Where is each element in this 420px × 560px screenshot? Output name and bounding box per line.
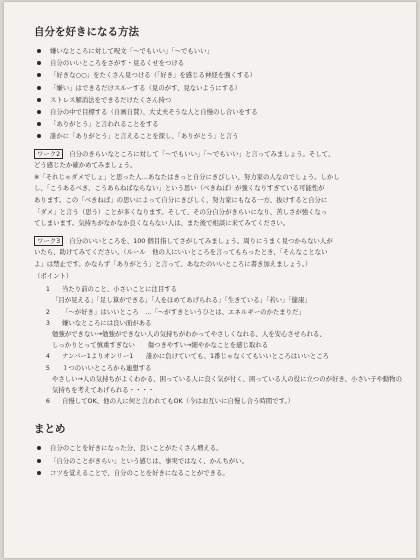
bullet-icon bbox=[37, 49, 41, 53]
bullet-icon bbox=[37, 471, 41, 475]
list-item: ストレス解消法をできるだけたくさん持つ bbox=[34, 94, 404, 106]
work-section-2: ワーク3 自分のいいところを、100 個目指してさがしてみましょう。周りにうまく見つからない人が いたら、助けてみてください。（ルール 他の人にいいところを言ってもらったとき、「そんなことない よ」は禁止です。かならず「ありがとう」と言って、あなたのいいところに書き加えましょう。） （ポイント） 1 当たり前のこと、小さいことに注目する 「目が見える」「足し算ができる」「人をほめてあげられる」「生きている」「若い」「健康」 2 「〜が好き」はいいところ …「〜がすきというひとは、エネルギーのかたまりだ」 3 嫌いなところには良い面がある 勉強ができない→勉強ができない人の気持ちがわかってやさしくなれる、人を安心させられる、 しっかりとって慎重すぎない 傷つきやすい→細やかなことを感じ取れる 4 ナンバー1よりオンリー1 誰かに負けていても、1番じゃなくてもいいところはいいところ 5 １つのいいところから連想する やさしい→人の気持ちがよくわかる、困っている人に良く気が付く、困っている人の役に立つのが好き、小さい子や動物の気持ちを考えてあげられる・・・・ 6 自慢してOK、他の人に何と言われてもOK（今はお互いに自慢し合う時間です。） bbox=[34, 236, 404, 408]
point-detail: 勉強ができない→勉強ができない人の気持ちがわかってやさしくなれる、人を安心させられる、 bbox=[52, 329, 326, 338]
bullet-icon bbox=[37, 61, 41, 65]
point-item: 2 「〜が好き」はいいところ …「〜がすきというひとは、エネルギーのかたまりだ」 bbox=[45, 307, 305, 316]
list-item: 「ありがとう」と言われることをする bbox=[34, 118, 404, 130]
bullet-icon bbox=[37, 459, 41, 463]
method-list bbox=[34, 45, 404, 143]
point-detail: しっかりとって慎重すぎない 傷つきやすい→細やかなことを感じ取れる bbox=[52, 341, 269, 350]
bullet-icon bbox=[37, 73, 41, 77]
list-item: 自分のことを好きになった分、良いことがたくさん増える。 bbox=[34, 442, 404, 454]
document-page bbox=[4, 2, 416, 558]
point-item: 4 ナンバー1よりオンリー1 誰かに負けていても、1番じゃなくてもいいところはいいところ bbox=[45, 352, 330, 361]
bullet-icon bbox=[37, 446, 41, 450]
point-item: 1 当たり前のこと、小さいことに注目する bbox=[45, 285, 178, 294]
page-title: 自分を好きになる方法 bbox=[34, 26, 139, 38]
list-item: 「好きな○○」をたくさん見つける（「好き」を感じる神経を強くする） bbox=[34, 69, 404, 81]
work-tag: ワーク3 bbox=[34, 236, 63, 246]
list-item: コツを覚えることで、自分のことを好きになることができる。 bbox=[34, 467, 404, 479]
document-content bbox=[34, 24, 404, 479]
bullet-icon bbox=[37, 110, 41, 114]
list-item: 「自分のことがきらい」という感じは、事実ではなく、かんちがい。 bbox=[34, 455, 404, 467]
bullet-icon bbox=[37, 86, 41, 90]
point-item: 5 １つのいいところから連想する bbox=[45, 363, 152, 372]
point-detail: やさしい→人の気持ちがよくわかる、困っている人に良く気が付く、困っている人の役に立つのが好き、小さい子や動物の気持ちを考えてあげられる・・・・ bbox=[52, 374, 403, 394]
bullet-icon bbox=[37, 98, 41, 102]
summary-title: まとめ bbox=[34, 423, 66, 436]
list-item: 嫌いなところに対して呪文「〜でもいい」「〜でもいい」 bbox=[34, 45, 404, 57]
bullet-icon bbox=[37, 122, 41, 126]
list-item: 自分の中で目標する（自画自賛）、大丈夫そうな人と自慢のし合いをする bbox=[34, 106, 404, 118]
summary-list bbox=[34, 442, 404, 479]
work-section-1: ワーク2 自分のきらいなところに対して「〜でもいい」「〜でもいい」と言ってみましょう。そして、 どう感じたか確かめてみましょう。 ※「それじゃダメでしょ」と思った人…あなたはきっと自分にきびしい、努力家の人なのでしょう。しかし し、「こうあるべき、こうあらねばならない」という思い（べきねば）が強くなりすぎている可能性が あります。この「べきねば」の思いによって自分にきびしく、努力家にもなる一方、抜けすると自分に 「ダメ」と言う（思う）ことが多くなります。そして、その分自分がきらいになり、苦しさが強くなっ てしまいます。気持ちがなかなか良くならない人は、また後で相談に来てみてください。 bbox=[34, 149, 340, 228]
point-detail: 「目が見える」「足し算ができる」「人をほめてあげられる」「生きている」「若い」「健康」 bbox=[52, 296, 311, 305]
list-item: 「嫌い」はできるだけスルーする（見のがす、見ないようにする） bbox=[34, 82, 404, 94]
point-list bbox=[34, 284, 404, 407]
list-item: 自分のいいところをさがす・見るくせをつける bbox=[34, 57, 404, 69]
bullet-icon bbox=[37, 134, 41, 138]
list-item: 誰かに「ありがとう」と言えることを探し、「ありがとう」と言う bbox=[34, 130, 404, 142]
point-item: 6 自慢してOK、他の人に何と言われてもOK（今はお互いに自慢し合う時間です。） bbox=[45, 397, 295, 406]
point-item: 3 嫌いなところには良い面がある bbox=[45, 318, 152, 327]
work-tag: ワーク2 bbox=[34, 149, 63, 159]
